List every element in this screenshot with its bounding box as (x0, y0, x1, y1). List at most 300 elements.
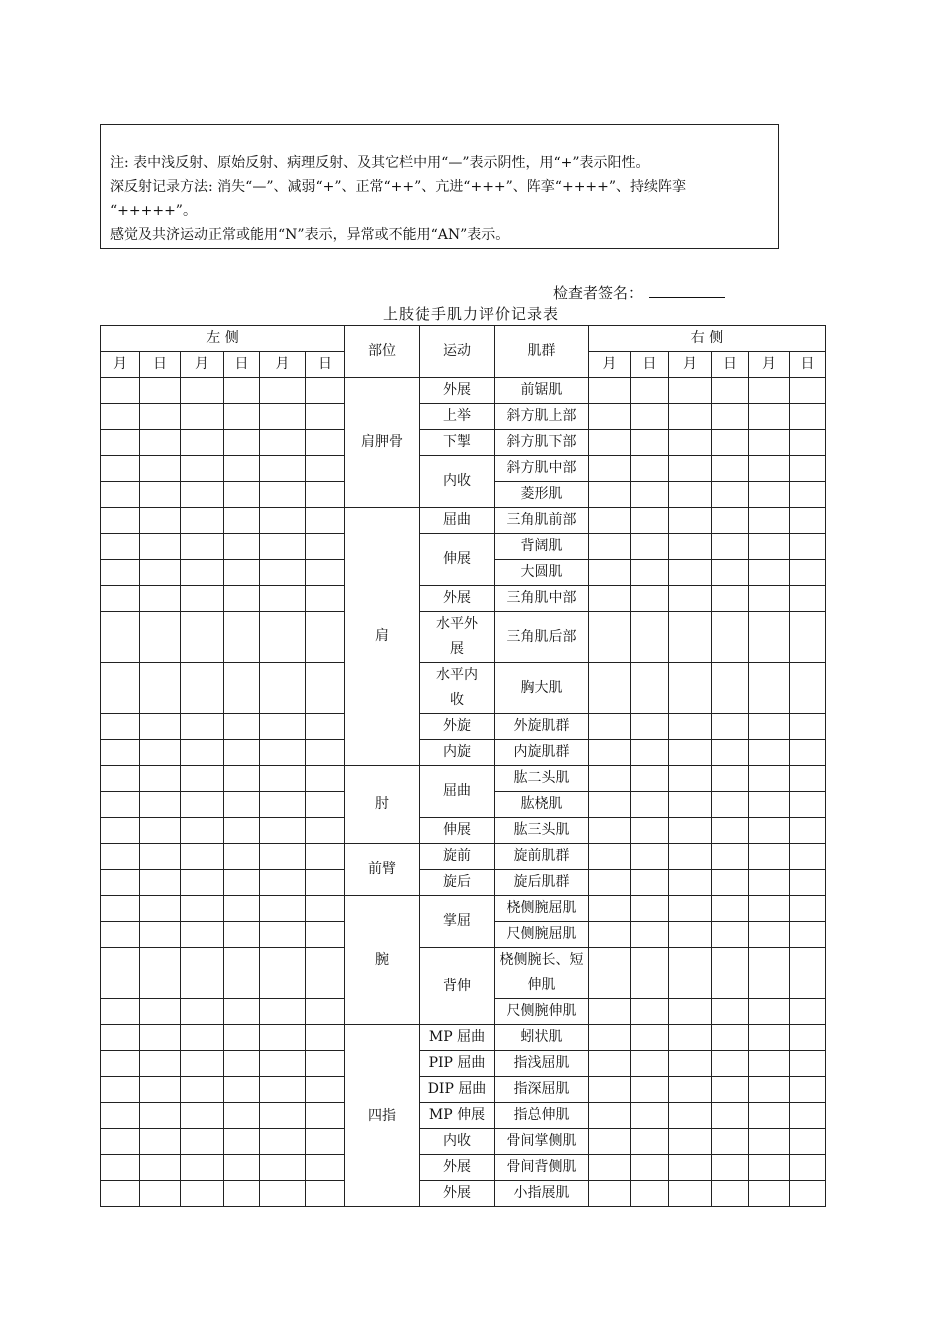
right-score-cell[interactable] (589, 844, 631, 870)
left-score-cell[interactable] (101, 508, 140, 534)
left-score-cell[interactable] (140, 792, 181, 818)
left-score-cell[interactable] (306, 714, 345, 740)
right-score-cell[interactable] (790, 766, 826, 792)
left-score-cell[interactable] (306, 378, 345, 404)
right-score-cell[interactable] (712, 378, 749, 404)
right-score-cell[interactable] (790, 1077, 826, 1103)
left-score-cell[interactable] (306, 456, 345, 482)
right-score-cell[interactable] (631, 612, 669, 663)
left-score-cell[interactable] (181, 948, 224, 999)
left-score-cell[interactable] (101, 404, 140, 430)
right-score-cell[interactable] (790, 922, 826, 948)
left-score-cell[interactable] (306, 1181, 345, 1207)
left-score-cell[interactable] (260, 844, 306, 870)
right-score-cell[interactable] (589, 818, 631, 844)
right-score-cell[interactable] (712, 586, 749, 612)
right-score-cell[interactable] (631, 482, 669, 508)
right-score-cell[interactable] (712, 482, 749, 508)
left-score-cell[interactable] (224, 714, 260, 740)
left-score-cell[interactable] (140, 896, 181, 922)
right-score-cell[interactable] (669, 948, 712, 999)
right-score-cell[interactable] (749, 612, 790, 663)
left-score-cell[interactable] (101, 560, 140, 586)
right-score-cell[interactable] (669, 430, 712, 456)
right-score-cell[interactable] (790, 612, 826, 663)
left-score-cell[interactable] (224, 922, 260, 948)
left-score-cell[interactable] (140, 534, 181, 560)
right-score-cell[interactable] (790, 896, 826, 922)
right-score-cell[interactable] (589, 1155, 631, 1181)
right-score-cell[interactable] (790, 404, 826, 430)
left-score-cell[interactable] (140, 456, 181, 482)
left-score-cell[interactable] (306, 586, 345, 612)
left-score-cell[interactable] (140, 714, 181, 740)
right-score-cell[interactable] (712, 404, 749, 430)
left-score-cell[interactable] (306, 404, 345, 430)
left-score-cell[interactable] (140, 922, 181, 948)
left-score-cell[interactable] (101, 999, 140, 1025)
right-score-cell[interactable] (749, 1103, 790, 1129)
left-score-cell[interactable] (306, 844, 345, 870)
left-score-cell[interactable] (306, 1155, 345, 1181)
left-score-cell[interactable] (306, 612, 345, 663)
right-score-cell[interactable] (749, 482, 790, 508)
left-score-cell[interactable] (306, 430, 345, 456)
right-score-cell[interactable] (631, 508, 669, 534)
left-score-cell[interactable] (181, 1051, 224, 1077)
right-score-cell[interactable] (749, 404, 790, 430)
right-score-cell[interactable] (749, 560, 790, 586)
left-score-cell[interactable] (260, 1129, 306, 1155)
right-score-cell[interactable] (589, 586, 631, 612)
left-score-cell[interactable] (260, 612, 306, 663)
left-score-cell[interactable] (260, 740, 306, 766)
right-score-cell[interactable] (631, 1181, 669, 1207)
right-score-cell[interactable] (749, 922, 790, 948)
left-score-cell[interactable] (224, 430, 260, 456)
right-score-cell[interactable] (669, 1051, 712, 1077)
right-score-cell[interactable] (749, 999, 790, 1025)
left-score-cell[interactable] (306, 482, 345, 508)
left-score-cell[interactable] (224, 508, 260, 534)
left-score-cell[interactable] (181, 1077, 224, 1103)
right-score-cell[interactable] (631, 844, 669, 870)
right-score-cell[interactable] (749, 1051, 790, 1077)
left-score-cell[interactable] (140, 404, 181, 430)
left-score-cell[interactable] (306, 999, 345, 1025)
right-score-cell[interactable] (790, 948, 826, 999)
right-score-cell[interactable] (712, 922, 749, 948)
left-score-cell[interactable] (260, 792, 306, 818)
right-score-cell[interactable] (712, 1025, 749, 1051)
right-score-cell[interactable] (589, 508, 631, 534)
right-score-cell[interactable] (790, 844, 826, 870)
right-score-cell[interactable] (749, 586, 790, 612)
left-score-cell[interactable] (181, 740, 224, 766)
right-score-cell[interactable] (631, 1077, 669, 1103)
right-score-cell[interactable] (749, 740, 790, 766)
right-score-cell[interactable] (790, 663, 826, 714)
right-score-cell[interactable] (589, 766, 631, 792)
left-score-cell[interactable] (140, 1051, 181, 1077)
right-score-cell[interactable] (712, 1103, 749, 1129)
left-score-cell[interactable] (260, 1025, 306, 1051)
left-score-cell[interactable] (181, 896, 224, 922)
right-score-cell[interactable] (669, 870, 712, 896)
left-score-cell[interactable] (101, 1155, 140, 1181)
left-score-cell[interactable] (140, 586, 181, 612)
left-score-cell[interactable] (181, 1181, 224, 1207)
left-score-cell[interactable] (306, 1025, 345, 1051)
right-score-cell[interactable] (669, 922, 712, 948)
right-score-cell[interactable] (790, 456, 826, 482)
left-score-cell[interactable] (101, 844, 140, 870)
right-score-cell[interactable] (589, 456, 631, 482)
left-score-cell[interactable] (140, 818, 181, 844)
left-score-cell[interactable] (101, 896, 140, 922)
right-score-cell[interactable] (790, 430, 826, 456)
left-score-cell[interactable] (101, 818, 140, 844)
right-score-cell[interactable] (790, 1181, 826, 1207)
right-score-cell[interactable] (669, 1077, 712, 1103)
right-score-cell[interactable] (589, 999, 631, 1025)
right-score-cell[interactable] (631, 534, 669, 560)
right-score-cell[interactable] (790, 560, 826, 586)
right-score-cell[interactable] (669, 999, 712, 1025)
right-score-cell[interactable] (712, 612, 749, 663)
left-score-cell[interactable] (101, 714, 140, 740)
right-score-cell[interactable] (631, 999, 669, 1025)
right-score-cell[interactable] (712, 1051, 749, 1077)
left-score-cell[interactable] (224, 1051, 260, 1077)
right-score-cell[interactable] (749, 792, 790, 818)
right-score-cell[interactable] (669, 1129, 712, 1155)
left-score-cell[interactable] (181, 508, 224, 534)
right-score-cell[interactable] (749, 818, 790, 844)
left-score-cell[interactable] (101, 378, 140, 404)
left-score-cell[interactable] (101, 1129, 140, 1155)
right-score-cell[interactable] (790, 1129, 826, 1155)
left-score-cell[interactable] (260, 1155, 306, 1181)
right-score-cell[interactable] (712, 792, 749, 818)
left-score-cell[interactable] (260, 430, 306, 456)
right-score-cell[interactable] (669, 404, 712, 430)
right-score-cell[interactable] (669, 1155, 712, 1181)
right-score-cell[interactable] (589, 612, 631, 663)
left-score-cell[interactable] (224, 870, 260, 896)
left-score-cell[interactable] (260, 508, 306, 534)
left-score-cell[interactable] (260, 870, 306, 896)
left-score-cell[interactable] (306, 870, 345, 896)
left-score-cell[interactable] (306, 508, 345, 534)
right-score-cell[interactable] (589, 714, 631, 740)
right-score-cell[interactable] (589, 482, 631, 508)
left-score-cell[interactable] (306, 818, 345, 844)
left-score-cell[interactable] (101, 482, 140, 508)
left-score-cell[interactable] (101, 792, 140, 818)
right-score-cell[interactable] (669, 896, 712, 922)
left-score-cell[interactable] (101, 1051, 140, 1077)
left-score-cell[interactable] (224, 818, 260, 844)
left-score-cell[interactable] (260, 663, 306, 714)
left-score-cell[interactable] (306, 1051, 345, 1077)
left-score-cell[interactable] (260, 999, 306, 1025)
left-score-cell[interactable] (140, 1077, 181, 1103)
left-score-cell[interactable] (140, 1025, 181, 1051)
right-score-cell[interactable] (712, 870, 749, 896)
left-score-cell[interactable] (224, 456, 260, 482)
left-score-cell[interactable] (224, 1077, 260, 1103)
left-score-cell[interactable] (224, 404, 260, 430)
right-score-cell[interactable] (589, 1103, 631, 1129)
left-score-cell[interactable] (181, 404, 224, 430)
left-score-cell[interactable] (181, 766, 224, 792)
right-score-cell[interactable] (589, 534, 631, 560)
right-score-cell[interactable] (790, 1025, 826, 1051)
right-score-cell[interactable] (631, 896, 669, 922)
left-score-cell[interactable] (260, 560, 306, 586)
right-score-cell[interactable] (749, 663, 790, 714)
left-score-cell[interactable] (260, 586, 306, 612)
left-score-cell[interactable] (181, 378, 224, 404)
left-score-cell[interactable] (181, 1129, 224, 1155)
left-score-cell[interactable] (140, 999, 181, 1025)
left-score-cell[interactable] (140, 508, 181, 534)
right-score-cell[interactable] (631, 586, 669, 612)
left-score-cell[interactable] (140, 378, 181, 404)
right-score-cell[interactable] (749, 896, 790, 922)
right-score-cell[interactable] (712, 766, 749, 792)
right-score-cell[interactable] (712, 714, 749, 740)
left-score-cell[interactable] (181, 1155, 224, 1181)
right-score-cell[interactable] (669, 508, 712, 534)
right-score-cell[interactable] (631, 404, 669, 430)
right-score-cell[interactable] (712, 999, 749, 1025)
left-score-cell[interactable] (306, 560, 345, 586)
right-score-cell[interactable] (589, 1051, 631, 1077)
right-score-cell[interactable] (790, 508, 826, 534)
right-score-cell[interactable] (712, 740, 749, 766)
left-score-cell[interactable] (101, 1077, 140, 1103)
right-score-cell[interactable] (631, 740, 669, 766)
right-score-cell[interactable] (749, 378, 790, 404)
right-score-cell[interactable] (589, 378, 631, 404)
right-score-cell[interactable] (669, 1103, 712, 1129)
left-score-cell[interactable] (260, 1103, 306, 1129)
left-score-cell[interactable] (140, 844, 181, 870)
right-score-cell[interactable] (589, 948, 631, 999)
left-score-cell[interactable] (306, 922, 345, 948)
right-score-cell[interactable] (589, 922, 631, 948)
right-score-cell[interactable] (790, 586, 826, 612)
left-score-cell[interactable] (140, 1155, 181, 1181)
right-score-cell[interactable] (631, 922, 669, 948)
right-score-cell[interactable] (749, 844, 790, 870)
right-score-cell[interactable] (712, 818, 749, 844)
right-score-cell[interactable] (749, 1155, 790, 1181)
right-score-cell[interactable] (749, 1181, 790, 1207)
right-score-cell[interactable] (712, 1077, 749, 1103)
right-score-cell[interactable] (589, 1077, 631, 1103)
right-score-cell[interactable] (631, 560, 669, 586)
right-score-cell[interactable] (712, 948, 749, 999)
right-score-cell[interactable] (669, 792, 712, 818)
left-score-cell[interactable] (260, 1181, 306, 1207)
left-score-cell[interactable] (306, 766, 345, 792)
left-score-cell[interactable] (260, 714, 306, 740)
right-score-cell[interactable] (631, 378, 669, 404)
left-score-cell[interactable] (181, 844, 224, 870)
left-score-cell[interactable] (101, 663, 140, 714)
right-score-cell[interactable] (669, 714, 712, 740)
left-score-cell[interactable] (181, 714, 224, 740)
left-score-cell[interactable] (140, 663, 181, 714)
right-score-cell[interactable] (790, 534, 826, 560)
left-score-cell[interactable] (181, 818, 224, 844)
right-score-cell[interactable] (589, 404, 631, 430)
left-score-cell[interactable] (306, 1077, 345, 1103)
right-score-cell[interactable] (589, 560, 631, 586)
left-score-cell[interactable] (224, 1103, 260, 1129)
right-score-cell[interactable] (631, 792, 669, 818)
left-score-cell[interactable] (181, 1025, 224, 1051)
left-score-cell[interactable] (224, 1025, 260, 1051)
right-score-cell[interactable] (790, 870, 826, 896)
right-score-cell[interactable] (669, 740, 712, 766)
right-score-cell[interactable] (749, 456, 790, 482)
right-score-cell[interactable] (749, 430, 790, 456)
right-score-cell[interactable] (631, 1103, 669, 1129)
left-score-cell[interactable] (101, 534, 140, 560)
left-score-cell[interactable] (140, 1129, 181, 1155)
right-score-cell[interactable] (669, 482, 712, 508)
left-score-cell[interactable] (224, 663, 260, 714)
right-score-cell[interactable] (712, 456, 749, 482)
left-score-cell[interactable] (224, 378, 260, 404)
right-score-cell[interactable] (669, 1025, 712, 1051)
right-score-cell[interactable] (749, 1129, 790, 1155)
right-score-cell[interactable] (790, 999, 826, 1025)
right-score-cell[interactable] (589, 792, 631, 818)
right-score-cell[interactable] (712, 1155, 749, 1181)
left-score-cell[interactable] (140, 948, 181, 999)
left-score-cell[interactable] (101, 870, 140, 896)
left-score-cell[interactable] (140, 560, 181, 586)
left-score-cell[interactable] (224, 948, 260, 999)
left-score-cell[interactable] (101, 1181, 140, 1207)
left-score-cell[interactable] (140, 612, 181, 663)
left-score-cell[interactable] (101, 766, 140, 792)
right-score-cell[interactable] (790, 482, 826, 508)
right-score-cell[interactable] (631, 714, 669, 740)
right-score-cell[interactable] (669, 663, 712, 714)
right-score-cell[interactable] (669, 818, 712, 844)
right-score-cell[interactable] (790, 1155, 826, 1181)
right-score-cell[interactable] (712, 844, 749, 870)
left-score-cell[interactable] (224, 1129, 260, 1155)
right-score-cell[interactable] (669, 378, 712, 404)
left-score-cell[interactable] (181, 1103, 224, 1129)
right-score-cell[interactable] (631, 1129, 669, 1155)
left-score-cell[interactable] (306, 1103, 345, 1129)
left-score-cell[interactable] (224, 766, 260, 792)
left-score-cell[interactable] (181, 663, 224, 714)
right-score-cell[interactable] (749, 714, 790, 740)
right-score-cell[interactable] (749, 508, 790, 534)
right-score-cell[interactable] (749, 948, 790, 999)
right-score-cell[interactable] (589, 1025, 631, 1051)
right-score-cell[interactable] (631, 870, 669, 896)
right-score-cell[interactable] (589, 896, 631, 922)
left-score-cell[interactable] (181, 999, 224, 1025)
left-score-cell[interactable] (101, 740, 140, 766)
right-score-cell[interactable] (669, 1181, 712, 1207)
left-score-cell[interactable] (181, 922, 224, 948)
right-score-cell[interactable] (712, 663, 749, 714)
left-score-cell[interactable] (224, 482, 260, 508)
left-score-cell[interactable] (140, 870, 181, 896)
right-score-cell[interactable] (631, 818, 669, 844)
left-score-cell[interactable] (260, 818, 306, 844)
left-score-cell[interactable] (260, 1077, 306, 1103)
left-score-cell[interactable] (306, 948, 345, 999)
left-score-cell[interactable] (224, 792, 260, 818)
left-score-cell[interactable] (260, 766, 306, 792)
left-score-cell[interactable] (101, 948, 140, 999)
right-score-cell[interactable] (589, 430, 631, 456)
left-score-cell[interactable] (181, 482, 224, 508)
left-score-cell[interactable] (101, 922, 140, 948)
right-score-cell[interactable] (712, 896, 749, 922)
right-score-cell[interactable] (669, 766, 712, 792)
left-score-cell[interactable] (224, 560, 260, 586)
right-score-cell[interactable] (669, 534, 712, 560)
left-score-cell[interactable] (181, 560, 224, 586)
left-score-cell[interactable] (181, 456, 224, 482)
right-score-cell[interactable] (712, 508, 749, 534)
right-score-cell[interactable] (712, 560, 749, 586)
right-score-cell[interactable] (712, 534, 749, 560)
right-score-cell[interactable] (669, 586, 712, 612)
left-score-cell[interactable] (101, 612, 140, 663)
left-score-cell[interactable] (101, 456, 140, 482)
left-score-cell[interactable] (306, 663, 345, 714)
right-score-cell[interactable] (631, 766, 669, 792)
left-score-cell[interactable] (224, 999, 260, 1025)
left-score-cell[interactable] (101, 1025, 140, 1051)
signature-blank[interactable] (649, 283, 725, 298)
right-score-cell[interactable] (669, 560, 712, 586)
left-score-cell[interactable] (260, 378, 306, 404)
right-score-cell[interactable] (712, 1129, 749, 1155)
left-score-cell[interactable] (224, 1155, 260, 1181)
left-score-cell[interactable] (140, 430, 181, 456)
left-score-cell[interactable] (306, 896, 345, 922)
right-score-cell[interactable] (749, 1077, 790, 1103)
right-score-cell[interactable] (631, 1025, 669, 1051)
right-score-cell[interactable] (631, 1051, 669, 1077)
left-score-cell[interactable] (224, 534, 260, 560)
left-score-cell[interactable] (181, 534, 224, 560)
right-score-cell[interactable] (749, 1025, 790, 1051)
right-score-cell[interactable] (790, 1051, 826, 1077)
right-score-cell[interactable] (631, 948, 669, 999)
right-score-cell[interactable] (790, 792, 826, 818)
left-score-cell[interactable] (306, 1129, 345, 1155)
left-score-cell[interactable] (181, 612, 224, 663)
left-score-cell[interactable] (224, 1181, 260, 1207)
left-score-cell[interactable] (140, 740, 181, 766)
